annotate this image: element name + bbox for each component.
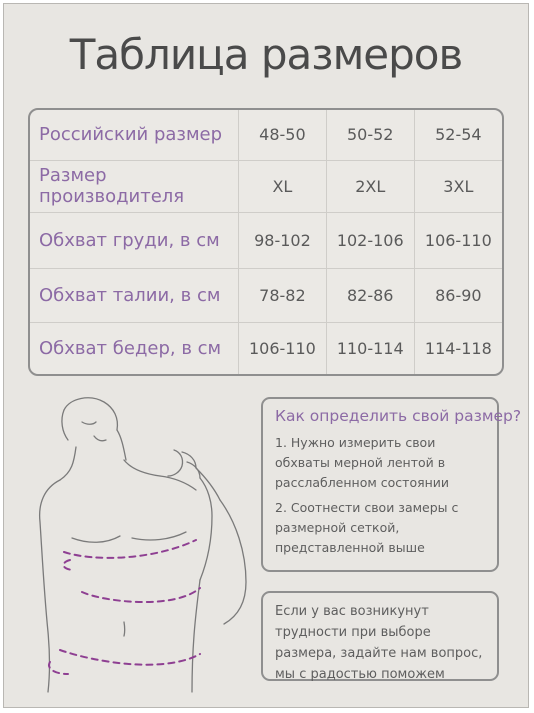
table-cell: XL — [239, 160, 327, 212]
table-cell: 50-52 — [326, 110, 414, 160]
table-cell: 2XL — [326, 160, 414, 212]
table-row — [30, 212, 502, 268]
table-row — [30, 160, 502, 212]
table-cell: 114-118 — [424, 338, 492, 358]
waist-measure-line — [82, 588, 200, 602]
bust-measure-back — [64, 560, 73, 570]
body-measurement-illustration — [24, 392, 264, 704]
table-row — [30, 322, 502, 374]
size-chart-card — [3, 3, 529, 708]
table-cell: 78-82 — [239, 268, 327, 322]
row-label: Обхват бедер, в см — [30, 322, 239, 374]
table-cell: 106-110 — [414, 212, 502, 268]
info-step-2: 2. Соотнести свои замеры с размерной сеткой, представленной выше — [275, 500, 459, 555]
table-cell: 82-86 — [326, 268, 414, 322]
table-cell: 3XL — [414, 160, 502, 212]
table-cell: 102-106 — [326, 212, 414, 268]
hip-measure-back — [49, 662, 68, 674]
table-row — [30, 268, 502, 322]
help-note-box — [261, 591, 499, 681]
size-table — [28, 108, 504, 376]
size-table-grid — [30, 110, 502, 374]
table-row — [30, 110, 502, 160]
table-cell: 86-90 — [414, 268, 502, 322]
how-to-measure-box — [261, 397, 522, 572]
info-step-1: 1. Нужно измерить свои обхваты мерной лентой в расслабленном состоянии — [275, 435, 450, 490]
row-label: Российский размер — [30, 110, 239, 160]
table-cell: 110-114 — [326, 322, 414, 374]
table-cell: 106-110 — [239, 322, 327, 374]
table-cell: 98-102 — [239, 212, 327, 268]
measurement-lines — [49, 540, 200, 674]
row-label: Обхват талии, в см — [30, 268, 239, 322]
table-cell: 48-50 — [239, 110, 327, 160]
info-title: Как определить свой размер? — [275, 407, 522, 425]
bust-measure-line — [64, 540, 196, 558]
row-label: Обхват груди, в см — [30, 212, 239, 268]
hip-measure-line — [60, 650, 200, 665]
page-title: Таблица размеров — [69, 30, 463, 79]
woman-outline — [40, 398, 246, 692]
help-note-text: Если у вас возникунут трудности при выборе размера, задайте нам вопрос, мы с радостью поможем — [275, 604, 483, 682]
table-cell: 52-54 — [414, 110, 502, 160]
row-label: Размер производителя — [30, 160, 239, 212]
